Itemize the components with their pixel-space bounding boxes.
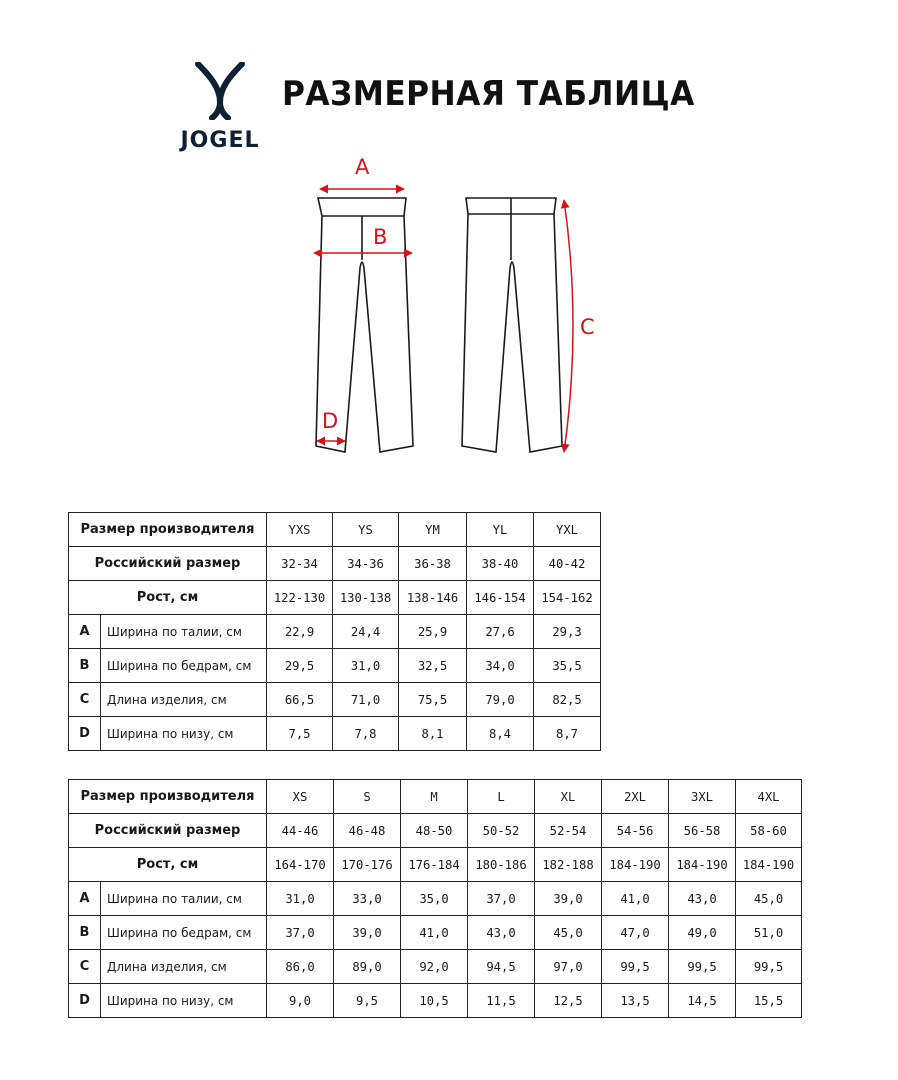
- value-cell: 12,5: [535, 984, 602, 1018]
- measure-description: Ширина по низу, см: [101, 717, 267, 751]
- value-cell: 45,0: [535, 916, 602, 950]
- size-cell: 4XL: [736, 780, 802, 814]
- table-row: [69, 547, 601, 581]
- value-cell: 25,9: [399, 615, 467, 649]
- brand-logo: [168, 62, 272, 154]
- size-cell: M: [401, 780, 468, 814]
- measure-letter: D: [69, 984, 101, 1018]
- table-row: [69, 848, 802, 882]
- measure-c-arrow: [564, 200, 573, 452]
- russian-size-label: Российский размер: [69, 814, 267, 848]
- value-cell: 43,0: [669, 882, 736, 916]
- manufacturer-size-label: Размер производителя: [69, 780, 267, 814]
- measure-description: Длина изделия, см: [101, 950, 267, 984]
- value-cell: 9,5: [334, 984, 401, 1018]
- value-cell: 47,0: [602, 916, 669, 950]
- size-cell: YXS: [267, 513, 333, 547]
- value-cell: 99,5: [736, 950, 802, 984]
- measure-c-label: C: [580, 315, 595, 339]
- table-row: [69, 581, 601, 615]
- table-row: [69, 649, 601, 683]
- value-cell: 66,5: [267, 683, 333, 717]
- size-table-kids: [68, 512, 601, 751]
- table-row: [69, 615, 601, 649]
- height-cell: 180-186: [468, 848, 535, 882]
- measure-description: Ширина по талии, см: [101, 615, 267, 649]
- value-cell: 37,0: [267, 916, 334, 950]
- size-cell: L: [468, 780, 535, 814]
- russian-size-cell: 36-38: [399, 547, 467, 581]
- jogel-emblem-icon: [192, 62, 248, 120]
- value-cell: 27,6: [467, 615, 534, 649]
- table-row: [69, 916, 802, 950]
- value-cell: 7,5: [267, 717, 333, 751]
- value-cell: 29,5: [267, 649, 333, 683]
- height-cell: 138-146: [399, 581, 467, 615]
- height-cell: 182-188: [535, 848, 602, 882]
- value-cell: 11,5: [468, 984, 535, 1018]
- value-cell: 8,1: [399, 717, 467, 751]
- value-cell: 41,0: [602, 882, 669, 916]
- manufacturer-size-label: Размер производителя: [69, 513, 267, 547]
- value-cell: 13,5: [602, 984, 669, 1018]
- size-cell: YL: [467, 513, 534, 547]
- height-cell: 146-154: [467, 581, 534, 615]
- value-cell: 94,5: [468, 950, 535, 984]
- measure-letter: C: [69, 683, 101, 717]
- table-row: [69, 717, 601, 751]
- russian-size-label: Российский размер: [69, 547, 267, 581]
- measure-b-label: B: [373, 225, 388, 249]
- measure-letter: D: [69, 717, 101, 751]
- measure-description: Длина изделия, см: [101, 683, 267, 717]
- value-cell: 7,8: [333, 717, 399, 751]
- value-cell: 71,0: [333, 683, 399, 717]
- size-cell: YXL: [534, 513, 601, 547]
- value-cell: 29,3: [534, 615, 601, 649]
- measure-a-label: A: [355, 155, 370, 179]
- measure-letter: C: [69, 950, 101, 984]
- russian-size-cell: 54-56: [602, 814, 669, 848]
- value-cell: 8,4: [467, 717, 534, 751]
- value-cell: 31,0: [267, 882, 334, 916]
- value-cell: 35,5: [534, 649, 601, 683]
- height-cell: 176-184: [401, 848, 468, 882]
- height-cell: 154-162: [534, 581, 601, 615]
- russian-size-cell: 48-50: [401, 814, 468, 848]
- value-cell: 39,0: [334, 916, 401, 950]
- value-cell: 8,7: [534, 717, 601, 751]
- height-cell: 130-138: [333, 581, 399, 615]
- value-cell: 34,0: [467, 649, 534, 683]
- value-cell: 15,5: [736, 984, 802, 1018]
- measure-description: Ширина по бедрам, см: [101, 916, 267, 950]
- pants-back-view: [462, 198, 562, 452]
- value-cell: 9,0: [267, 984, 334, 1018]
- size-cell: XS: [267, 780, 334, 814]
- table-row: [69, 683, 601, 717]
- russian-size-cell: 38-40: [467, 547, 534, 581]
- size-cell: YM: [399, 513, 467, 547]
- measure-letter: A: [69, 615, 101, 649]
- measure-letter: B: [69, 649, 101, 683]
- value-cell: 86,0: [267, 950, 334, 984]
- russian-size-cell: 32-34: [267, 547, 333, 581]
- measure-letter: A: [69, 882, 101, 916]
- table-row: [69, 814, 802, 848]
- height-cell: 184-190: [602, 848, 669, 882]
- russian-size-cell: 46-48: [334, 814, 401, 848]
- brand-wordmark: JOGEL: [180, 128, 260, 153]
- value-cell: 79,0: [467, 683, 534, 717]
- russian-size-cell: 44-46: [267, 814, 334, 848]
- size-cell: 3XL: [669, 780, 736, 814]
- value-cell: 99,5: [602, 950, 669, 984]
- value-cell: 82,5: [534, 683, 601, 717]
- size-table-adult: [68, 779, 802, 1018]
- russian-size-cell: 52-54: [535, 814, 602, 848]
- size-cell: 2XL: [602, 780, 669, 814]
- value-cell: 43,0: [468, 916, 535, 950]
- height-cell: 170-176: [334, 848, 401, 882]
- measure-description: Ширина по талии, см: [101, 882, 267, 916]
- table-row: [69, 513, 601, 547]
- measure-letter: B: [69, 916, 101, 950]
- value-cell: 22,9: [267, 615, 333, 649]
- table-row: [69, 780, 802, 814]
- measure-d-label: D: [322, 409, 339, 433]
- size-cell: YS: [333, 513, 399, 547]
- pants-measurement-diagram: [300, 150, 620, 470]
- value-cell: 49,0: [669, 916, 736, 950]
- height-label: Рост, см: [69, 581, 267, 615]
- value-cell: 41,0: [401, 916, 468, 950]
- height-cell: 184-190: [736, 848, 802, 882]
- russian-size-cell: 58-60: [736, 814, 802, 848]
- value-cell: 35,0: [401, 882, 468, 916]
- value-cell: 97,0: [535, 950, 602, 984]
- value-cell: 99,5: [669, 950, 736, 984]
- value-cell: 92,0: [401, 950, 468, 984]
- value-cell: 51,0: [736, 916, 802, 950]
- measure-description: Ширина по низу, см: [101, 984, 267, 1018]
- height-cell: 164-170: [267, 848, 334, 882]
- table-row: [69, 882, 802, 916]
- value-cell: 89,0: [334, 950, 401, 984]
- size-cell: S: [334, 780, 401, 814]
- height-cell: 184-190: [669, 848, 736, 882]
- size-cell: XL: [535, 780, 602, 814]
- page-title: РАЗМЕРНАЯ ТАБЛИЦА: [282, 74, 695, 114]
- value-cell: 75,5: [399, 683, 467, 717]
- height-cell: 122-130: [267, 581, 333, 615]
- measure-description: Ширина по бедрам, см: [101, 649, 267, 683]
- value-cell: 14,5: [669, 984, 736, 1018]
- value-cell: 32,5: [399, 649, 467, 683]
- value-cell: 33,0: [334, 882, 401, 916]
- value-cell: 31,0: [333, 649, 399, 683]
- height-label: Рост, см: [69, 848, 267, 882]
- table-row: [69, 950, 802, 984]
- russian-size-cell: 50-52: [468, 814, 535, 848]
- russian-size-cell: 34-36: [333, 547, 399, 581]
- value-cell: 45,0: [736, 882, 802, 916]
- russian-size-cell: 40-42: [534, 547, 601, 581]
- value-cell: 10,5: [401, 984, 468, 1018]
- table-row: [69, 984, 802, 1018]
- russian-size-cell: 56-58: [669, 814, 736, 848]
- value-cell: 24,4: [333, 615, 399, 649]
- value-cell: 39,0: [535, 882, 602, 916]
- value-cell: 37,0: [468, 882, 535, 916]
